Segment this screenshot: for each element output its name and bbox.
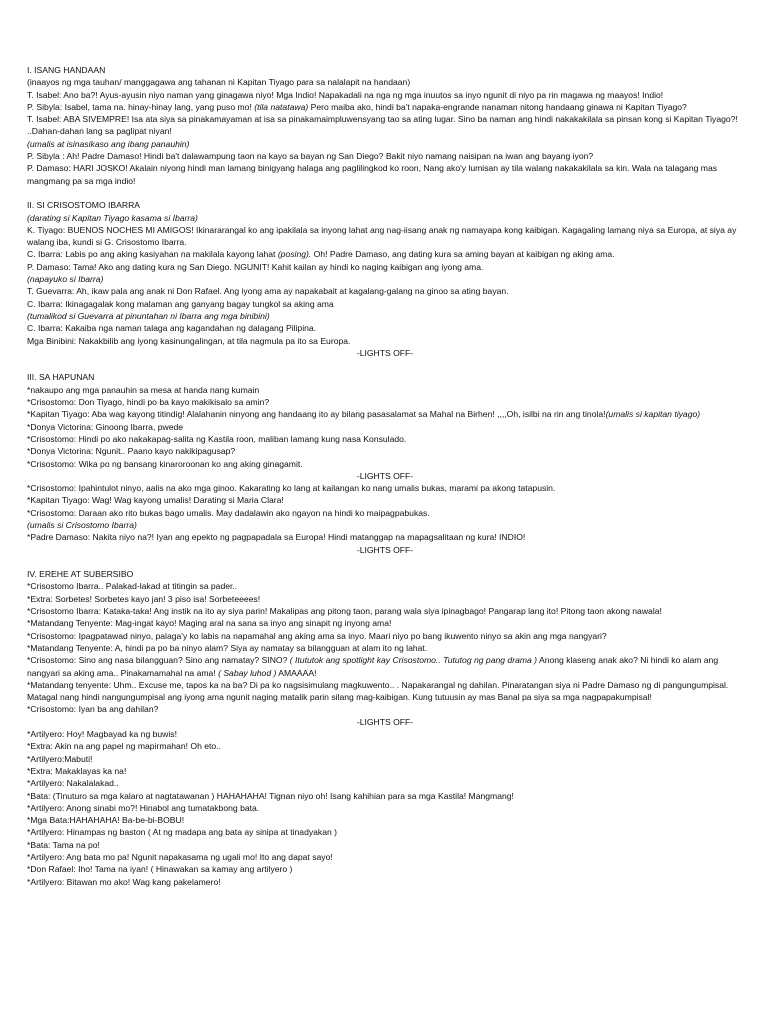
line-text: *Artilyero: Hoy! Magbayad ka ng buwis! [27, 729, 177, 740]
line-text: *Matandang tenyente: Uhm.. Excuse me, tapos ka na ba? Di pa ko nagsisimulang magkuwento.. . Napakarangal ng dahilan. Pinaratangan siya ni Padre Damaso ng di pangungumpisal. Matagal nang hindi nangungumpisal ang iyong ama ngunit naging matalik parin silang mag-kaibigan. Kung tutuusin ay mas Banal pa siya sa mga nagpapakumpisal! [27, 679, 729, 703]
line-text: -LIGHTS OFF- [356, 716, 414, 727]
script-line [27, 826, 743, 838]
stage-direction: (umalis si Crisostomo Ibarra) [27, 519, 137, 530]
line-text: *Kapitan Tiyago: Wag! Wag kayong umalis! Darating si Maria Clara! [27, 495, 284, 506]
script-line [27, 839, 743, 851]
script-line [27, 150, 743, 162]
line-text: P. Damaso: Tama! Ako ang dating kura ng San Diego. NGUNIT! Kahit kailan ay hindi ko naging kaibigan ang iyong ama. [27, 261, 484, 272]
scene-cue [27, 347, 743, 359]
line-text: K. Tiyago: BUENOS NOCHES MI AMIGOS! Ikinararangal ko ang ipakilala sa inyong lahat ang nag-iisang anak ng namayapa kong kaibigan. Kagagaling lamang niya sa Europa, at siya ay walang iba, kundi si G. Crisostomo Ibarra. [27, 224, 737, 248]
script-line [27, 89, 743, 101]
line-text: *Crisostomo: Iyan ba ang dahilan? [27, 704, 159, 715]
line-text: *Bata: (Tinuturo sa mga kalaro at nagtatawanan ) HAHAHAHA! Tignan niyo oh! Isang kahihian para sa mga Kastila! Mangmang! [27, 790, 514, 801]
scene-cue [27, 470, 743, 482]
line-text: C. Ibarra: Kakaiba nga naman talaga ang kagandahan ng dalagang Pilipina. [27, 323, 317, 334]
line-text: *Matandang Tenyente: Mag-ingat kayo! Maging aral na sana sa inyo ang sinapit ng inyong ama! [27, 618, 392, 629]
line-text: *Kapitan Tiyago: Aba wag kayong titindig! Alalahanin ninyong ang handaang ito ay bilang pasasalamat sa Mahal na Birhen! ,,,,Oh, isilbi na rin ang tinola! [27, 409, 606, 420]
script-line [27, 335, 743, 347]
script-line [27, 568, 743, 580]
script-line [27, 642, 743, 654]
line-text: *Artilyero:Mabuti! [27, 753, 93, 764]
script-line [27, 421, 743, 433]
line-text: *Padre Damaso: Nakita niyo na?! Iyan ang epekto ng pagpapadala sa Europa! Hindi matanggap na mapagsalitaan ng kura! INDIO! [27, 532, 526, 543]
line-text: *Donya Victorina: Ngunit.. Paano kayo nakikipagusap? [27, 446, 236, 457]
stage-direction: ( Itututok ang spotlight kay Crisostomo.. Tututog ng pang drama ) [289, 655, 538, 666]
stage-direction: (tila natatawa) [254, 101, 309, 112]
script-line [27, 433, 743, 445]
script-line [27, 728, 743, 740]
script-line [27, 753, 743, 765]
script-line [27, 876, 743, 888]
line-text: T. Isabel: Ano ba?! Ayus-ayusin niyo naman yang ginagawa niyo! Mga Indio! Napakadali na nga ng mga inuutos sa inyo ngunit di niyo pa rin magawa ng maayos! Indio! [27, 89, 664, 100]
line-text: C. Ibarra: Ikinagagalak kong malaman ang ganyang bagay tungkol sa aking ama [27, 298, 334, 309]
line-text: Oh! Padre Damaso, ang dating kura sa aming bayan at kaibigan ng aking ama. [311, 249, 615, 260]
line-text: -LIGHTS OFF- [356, 544, 414, 555]
stage-direction: (umalis at isinasikaso ang ibang panauhin) [27, 138, 190, 149]
scene-cue [27, 716, 743, 728]
script-line [27, 408, 743, 420]
paragraph-gap [27, 187, 743, 199]
scene-cue [27, 544, 743, 556]
line-text: *Crisostomo Ibarra: Kataka-taka! Ang instik na ito ay siya parin! Makalipas ang pitong taon, parang wala siya ipinagbago! Pangarap lang ito! Pitong taon akong nawala! [27, 606, 662, 617]
script-line [27, 76, 743, 88]
script-line [27, 617, 743, 629]
stage-direction: (napayuko si Ibarra) [27, 274, 104, 285]
line-text: II. SI CRISOSTOMO IBARRA [27, 200, 141, 211]
script-line [27, 814, 743, 826]
script-line [27, 396, 743, 408]
line-text: I. ISANG HANDAAN [27, 65, 106, 75]
script-line [27, 285, 743, 297]
line-text: *Extra: Makaklayas ka na! [27, 765, 127, 776]
line-text: *Crisostomo: Sino ang nasa bilangguan? Sino ang namatay? SINO? [27, 655, 290, 666]
line-text: (inaayos ng mga tauhan/ manggagawa ang tahanan ni Kapitan Tiyago para sa nalalapit na handaan) [27, 77, 411, 88]
line-text: Pero maiba ako, hindi ba't napaka-engrande nanaman nitong handaang ginawa ni Kapitan Tiyago? [308, 101, 687, 112]
line-text: *Extra: Akin na ang papel ng mapirmahan! Oh eto.. [27, 741, 221, 752]
script-line [27, 580, 743, 592]
script-line [27, 212, 743, 224]
script-line [27, 863, 743, 875]
line-text: *Crisostomo: Hindi po ako nakakapag-salita ng Kastila roon, maliban lamang kung nasa Konsulado. [27, 433, 407, 444]
script-line [27, 273, 743, 285]
line-text: T. Isabel: ABA SIVEMPRE! Isa ata siya sa pinakamayaman at isa sa pinakamaimpluwensyang tao sa ating lugar. Sino ba naman ang hindi nakakakilala sa pinsan kong si Kapitan Tiyago?! [27, 114, 738, 125]
script-line [27, 790, 743, 802]
line-text: *Donya Victorina: Ginoong Ibarra, pwede [27, 421, 184, 432]
line-text: Anong klaseng anak ako? Ni hindi ko alam ang nangyari sa aking ama.. Pinakamamahal na ama! [27, 655, 719, 678]
script-line [27, 445, 743, 457]
script-line [27, 630, 743, 642]
line-text: *Crisostomo: Daraan ako rito bukas bago umalis. May dadalawin ako ngayon na hindi ko maipagpabukas. [27, 507, 430, 518]
script-line [27, 802, 743, 814]
line-text: ..Dahan-dahan lang sa paglipat niyan! [27, 126, 172, 137]
line-text: *Extra: Sorbetes! Sorbetes kayo jan! 3 piso isa! Sorbeteeees! [27, 593, 261, 604]
script-line [27, 851, 743, 863]
script-line [27, 101, 743, 113]
script-line [27, 310, 743, 322]
line-text: *Crisostomo: Ipagpatawad ninyo, palaga'y ko labis na napamahal ang aking ama sa inyo. Maari niyo po bang ikuwento ninyo sa akin ang mga nangyari? [27, 630, 607, 641]
stage-direction: ( Sabay luhod ) [218, 667, 277, 678]
script-line [27, 654, 743, 679]
line-text: P. Sibyla : Ah! Padre Damaso! Hindi ba't dalawampung taon na kayo sa bayan ng San Diego? Bakit niyo namang naisipan na iwan ang bayang iyon? [27, 151, 594, 162]
paragraph-gap [27, 556, 743, 568]
script-line [27, 248, 743, 260]
line-text: *Crisostomo: Don Tiyago, hindi po ba kayo makikisalo sa amin? [27, 397, 270, 408]
script-line [27, 507, 743, 519]
stage-direction: (umalis si kapitan tiyago) [605, 409, 701, 420]
script-line [27, 777, 743, 789]
script-line [27, 162, 743, 187]
script-line [27, 371, 743, 383]
script-line [27, 531, 743, 543]
script-line [27, 740, 743, 752]
script-line [27, 703, 743, 715]
line-text: P. Sibyla: Isabel, tama na. hinay-hinay lang, yang puso mo! [27, 101, 255, 112]
script-line [27, 384, 743, 396]
script-line [27, 765, 743, 777]
script-line [27, 138, 743, 150]
script-line [27, 113, 743, 125]
line-text: T. Guevarra: Ah, ikaw pala ang anak ni Don Rafael. Ang iyong ama ay napakabait at kagalang-galang na ginoo sa ating bayan. [27, 286, 509, 297]
script-line [27, 519, 743, 531]
stage-direction: (posing). [277, 249, 312, 260]
script-line [27, 224, 743, 249]
line-text: *Artilyero: Ang bata mo pa! Ngunit napakasama ng ugali mo! Ito ang dapat sayo! [27, 852, 333, 862]
script-line [27, 322, 743, 334]
script-line [27, 482, 743, 494]
script-line [27, 679, 743, 704]
stage-direction: (tumalikod si Guevarra at pinuntahan ni Ibarra ang mga binibini) [27, 310, 270, 321]
script-document [27, 64, 743, 888]
line-text: *Crisostomo: Wika po ng bansang kinaroroonan ko ang aking ginagamit. [27, 458, 303, 469]
script-line [27, 605, 743, 617]
stage-direction: (darating si Kapitan Tiyago kasama si Ibarra) [27, 212, 198, 223]
line-text: C. Ibarra: Labis po ang aking kasiyahan na makilala kayong lahat [27, 249, 278, 260]
line-text: *Artilyero: Bitawan mo ako! Wag kang pakelamero! [27, 876, 221, 887]
line-text: *Don Rafael: Iho! Tama na iyan! ( Hinawakan sa kamay ang artilyero ) [27, 864, 293, 875]
script-line [27, 494, 743, 506]
script-line [27, 458, 743, 470]
paragraph-gap [27, 359, 743, 371]
line-text: *Artilyero: Anong sinabi mo?! Hinabol ang tumatakbong bata. [27, 802, 260, 813]
script-line [27, 298, 743, 310]
line-text: -LIGHTS OFF- [356, 470, 414, 481]
script-line [27, 199, 743, 211]
line-text: IV. EREHE AT SUBERSIBO [27, 569, 134, 580]
line-text: P. Damaso: HARI JOSKO! Akalain niyong hindi man lamang binigyang halaga ang paglilingkod ko roon, Nang ako'y lumisan ay tila walang nakakakilala sa kin. Wala na talagang mas mangmang pa sa mga indio! [27, 163, 718, 186]
line-text: *Crisostomo: Ipahintulot ninyo, aalis na ako mga ginoo. Kakarating ko lang at kailangan ko nang umalis bukas, marami pa akong tatapusin. [27, 483, 556, 494]
script-line [27, 125, 743, 137]
script-line [27, 261, 743, 273]
script-line [27, 64, 743, 76]
line-text: *Artilyero: Nakalalakad.. [27, 778, 119, 789]
line-text: III. SA HAPUNAN [27, 372, 95, 383]
line-text: *Crisostomo Ibarra.. Palakad-lakad at titingin sa pader.. [27, 581, 238, 592]
script-line [27, 593, 743, 605]
line-text: AMAAAA! [276, 667, 317, 678]
line-text: Mga Binibini: Nakakbilib ang iyong kasinungalingan, at tila nagmula pa ito sa Europa. [27, 335, 351, 346]
line-text: *nakaupo ang mga panauhin sa mesa at handa nang kumain [27, 384, 260, 395]
line-text: *Artilyero: Hinampas ng baston ( At ng madapa ang bata ay sinipa at tinadyakan ) [27, 827, 338, 838]
line-text: -LIGHTS OFF- [356, 347, 414, 358]
line-text: *Mga Bata:HAHAHAHA! Ba-be-bi-BOBU! [27, 815, 185, 826]
line-text: *Bata: Tama na po! [27, 839, 100, 850]
line-text: *Matandang Tenyente: A, hindi pa po ba ninyo alam? Siya ay namatay sa bilangguan at alam ito ng lahat. [27, 642, 428, 653]
